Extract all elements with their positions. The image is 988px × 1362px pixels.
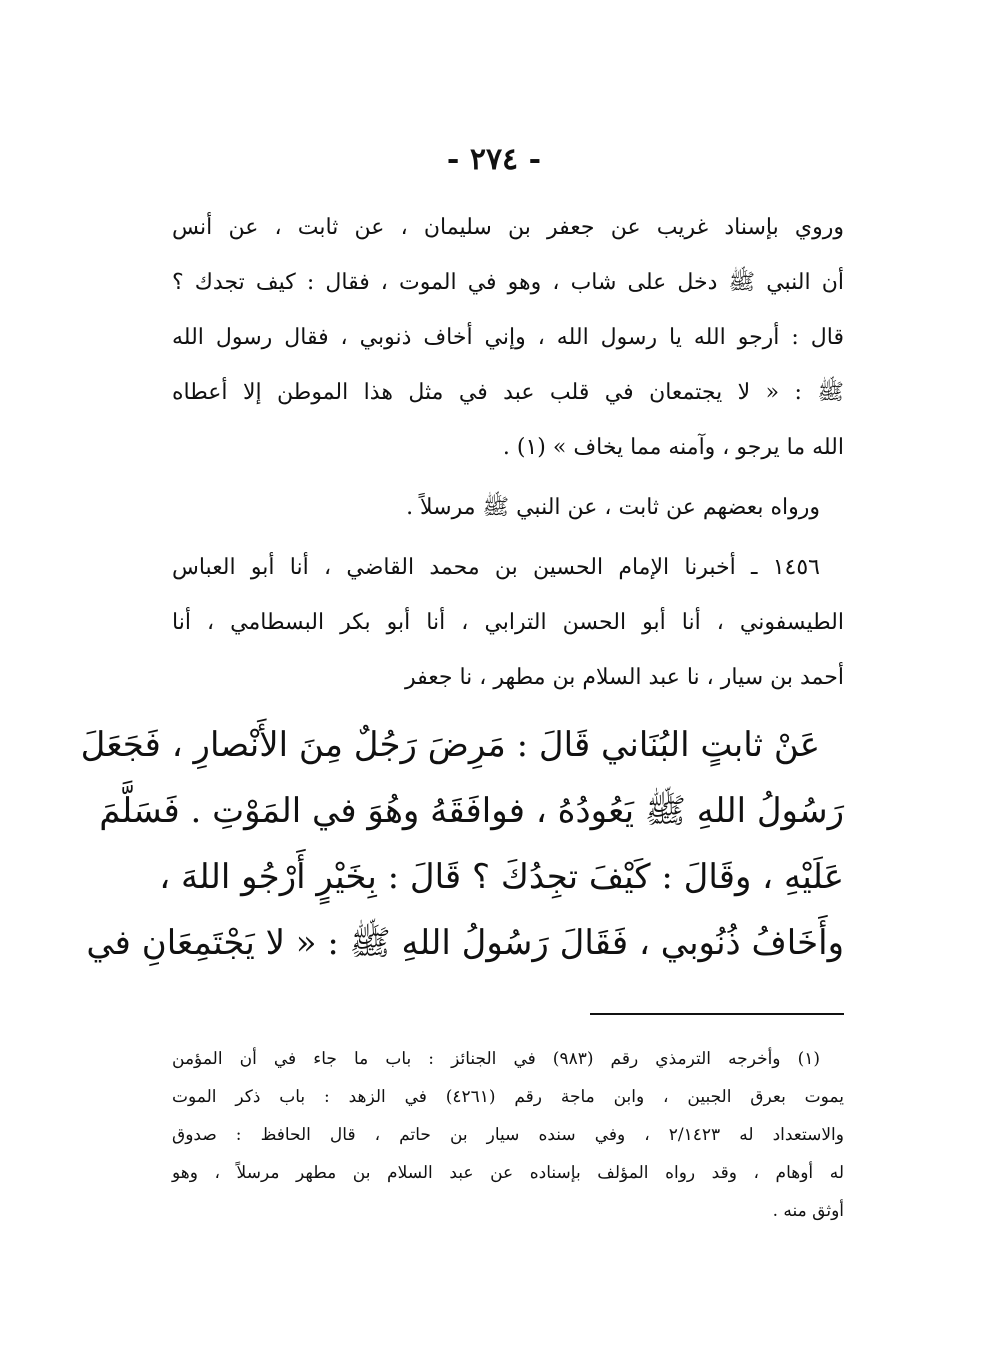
footnote-line: له أوهام ، وقد رواه المؤلف بإسناده عن عبد السلام بن مطهر مرسلاً ، وهو [172, 1163, 844, 1183]
text-line: الطيسفوني ، أنا أبو الحسن الترابي ، أنا أبو بكر البسطامي ، أنا [172, 610, 844, 635]
footnote-line: (١) وأخرجه الترمذي رقم (٩٨٣) في الجنائز : باب ما جاء في أن المؤمن [172, 1049, 820, 1069]
text-line: الله ما يرجو ، وآمنه مما يخاف » (١) . [502, 435, 844, 460]
hadith-line: رَسُولُ اللهِ ﷺ يَعُودُهُ ، فوافَقَهُ وهُوَ في المَوْتِ . فَسَلَّمَ [99, 791, 844, 831]
paragraph-narration-anas [172, 200, 844, 475]
paragraph-isnad-1456 [172, 540, 844, 705]
hadith-line: وأَخَافُ ذُنُوبي ، فَقَالَ رَسُولُ اللهِ ﷺ : « لا يَجْتَمِعَانِ في [86, 923, 844, 963]
page-number: - ٢٧٤ - [446, 142, 542, 177]
hadith-text [80, 712, 844, 976]
hadith-line: عَلَيْهِ ، وقَالَ : كَيْفَ تجِدُكَ ؟ قَالَ : بِخَيْرٍ أَرْجُو اللهَ ، [159, 857, 844, 897]
text-line: ﷺ : « لا يجتمعان في قلب عبد في مثل هذا الموطن إلا أعطاه [172, 380, 844, 405]
footnote-line: أوثق منه . [772, 1201, 844, 1221]
footnote-section [172, 1040, 844, 1230]
paragraph-mursal-narration [172, 480, 844, 535]
footnote-line: والاستعداد له ٢/١٤٢٣ ، وفي سنده سيار بن حاتم ، قال الحافظ : صدوق [172, 1125, 844, 1145]
footnote-line: يموت بعرق الجبين ، وابن ماجة رقم (٤٢٦١) في الزهد : باب ذكر الموت [172, 1087, 844, 1107]
text-line: أن النبي ﷺ دخل على شاب ، وهو في الموت ، فقال : كيف تجدك ؟ [172, 270, 844, 295]
hadith-line: عَنْ ثابتٍ البُنَاني قَالَ : مَرِضَ رَجُلٌ مِنَ الأَنْصارِ ، فَجَعَلَ [80, 725, 820, 765]
text-line: ورواه بعضهم عن ثابت ، عن النبي ﷺ مرسلاً . [406, 495, 820, 520]
text-line: أحمد بن سيار ، نا عبد السلام بن مطهر ، نا جعفر [405, 665, 844, 690]
text-line: ١٤٥٦ ـ أخبرنا الإمام الحسين بن محمد القاضي ، أنا أبو العباس [172, 555, 820, 580]
text-line: قال : أرجو الله يا رسول الله ، وإني أخاف ذنوبي ، فقال رسول الله [172, 325, 844, 350]
footnote-divider [590, 1013, 844, 1015]
text-line: وروي بإسناد غريب عن جعفر بن سليمان ، عن ثابت ، عن أنس [172, 215, 844, 240]
